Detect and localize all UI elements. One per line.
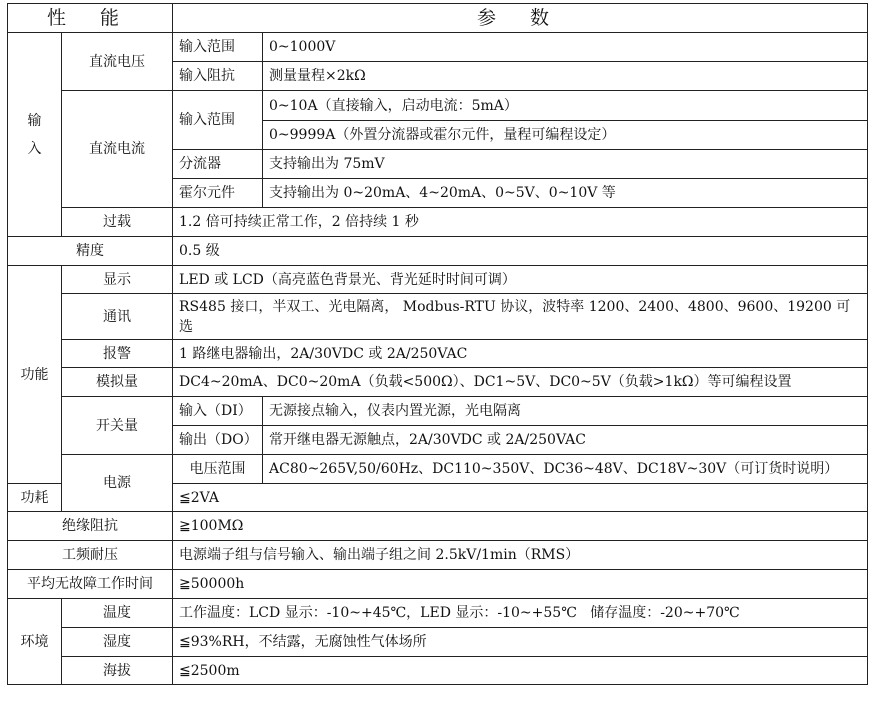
- consumption-value: ≦2VA: [173, 484, 868, 512]
- dc-current-range-label: 输入范围: [173, 91, 263, 150]
- table-row: [8, 208, 868, 237]
- hall-value: 支持输出为 0~20mA、4~20mA、0~5V、0~10V 等: [263, 179, 868, 208]
- dc-voltage-impedance-label: 输入阻抗: [173, 62, 263, 91]
- insulation-value: ≧100MΩ: [173, 512, 868, 541]
- overload-label: 过载: [62, 208, 173, 237]
- di-value: 无源接点输入，仪表内置光源，光电隔离: [263, 397, 868, 426]
- table-row: [8, 237, 868, 266]
- dc-voltage-impedance-value: 测量量程×2kΩ: [263, 62, 868, 91]
- dc-current-range-value-1: 0~10A（直接输入，启动电流：5mA）: [263, 91, 868, 121]
- altitude-label: 海拔: [62, 657, 173, 685]
- function-label: 功能: [8, 266, 62, 484]
- header-row: [8, 4, 868, 33]
- input-label-text: 输入: [27, 112, 42, 157]
- table-row: [8, 368, 868, 397]
- analog-label: 模拟量: [62, 368, 173, 397]
- withstand-label: 工频耐压: [8, 541, 173, 570]
- comm-label: 通讯: [62, 294, 173, 340]
- voltage-range-value: AC80~265V,50/60Hz、DC110~350V、DC36~48V、DC18V~30V（可订货时说明）: [263, 455, 868, 484]
- header-params: 参 数: [173, 4, 868, 33]
- header-feature: 性 能: [8, 4, 173, 33]
- power-label: 电源: [62, 455, 173, 512]
- alarm-value: 1 路继电器输出，2A/30VDC 或 2A/250VAC: [173, 340, 868, 368]
- environment-label: 环境: [8, 599, 62, 685]
- dc-voltage-range-value: 0~1000V: [263, 33, 868, 62]
- table-row: [8, 541, 868, 570]
- humidity-label: 湿度: [62, 628, 173, 657]
- insulation-label: 绝缘阻抗: [8, 512, 173, 541]
- display-value: LED 或 LCD（高亮蓝色背景光、背光延时时间可调）: [173, 266, 868, 294]
- dc-voltage-label: 直流电压: [62, 33, 173, 91]
- temp-label: 温度: [62, 599, 173, 628]
- analog-value: DC4~20mA、DC0~20mA（负载<500Ω）、DC1~5V、DC0~5V（负载>1kΩ）等可编程设置: [173, 368, 868, 397]
- table-row: [8, 512, 868, 541]
- do-label: 输出（DO）: [173, 426, 263, 455]
- table-row: [8, 657, 868, 685]
- dc-current-label: 直流电流: [62, 91, 173, 208]
- accuracy-value: 0.5 级: [173, 237, 868, 266]
- table-row: [8, 91, 868, 121]
- input-label: [8, 33, 62, 237]
- display-label: 显示: [62, 266, 173, 294]
- dc-current-range-value-2: 0~9999A（外置分流器或霍尔元件，量程可编程设定）: [263, 121, 868, 150]
- accuracy-label: 精度: [8, 237, 173, 266]
- mtbf-value: ≧50000h: [173, 570, 868, 599]
- altitude-value: ≦2500m: [173, 657, 868, 685]
- table-row: [8, 570, 868, 599]
- mtbf-label: 平均无故障工作时间: [8, 570, 173, 599]
- table-row: [8, 340, 868, 368]
- table-row: [8, 397, 868, 426]
- table-row: [8, 33, 868, 62]
- alarm-label: 报警: [62, 340, 173, 368]
- table-row: [8, 599, 868, 628]
- hall-label: 霍尔元件: [173, 179, 263, 208]
- withstand-value: 电源端子组与信号输入、输出端子组之间 2.5kV/1min（RMS）: [173, 541, 868, 570]
- do-value: 常开继电器无源触点，2A/30VDC 或 2A/250VAC: [263, 426, 868, 455]
- table-row: [8, 266, 868, 294]
- voltage-range-label: 电压范围: [173, 455, 263, 484]
- consumption-label: 功耗: [8, 484, 62, 512]
- dc-voltage-range-label: 输入范围: [173, 33, 263, 62]
- shunt-value: 支持输出为 75mV: [263, 150, 868, 179]
- shunt-label: 分流器: [173, 150, 263, 179]
- comm-value: RS485 接口，半双工、光电隔离， Modbus-RTU 协议，波特率 1200、2400、4800、9600、19200 可选: [173, 294, 868, 340]
- overload-value: 1.2 倍可持续正常工作，2 倍持续 1 秒: [173, 208, 868, 237]
- table-row: [8, 455, 868, 484]
- di-label: 输入（DI）: [173, 397, 263, 426]
- table-row: [8, 628, 868, 657]
- humidity-value: ≦93%RH，不结露，无腐蚀性气体场所: [173, 628, 868, 657]
- spec-table: [7, 3, 868, 685]
- table-row: [8, 294, 868, 340]
- switch-label: 开关量: [62, 397, 173, 455]
- temp-value: 工作温度：LCD 显示：-10~+45℃，LED 显示：-10~+55℃ 储存温度：-20~+70℃: [173, 599, 868, 628]
